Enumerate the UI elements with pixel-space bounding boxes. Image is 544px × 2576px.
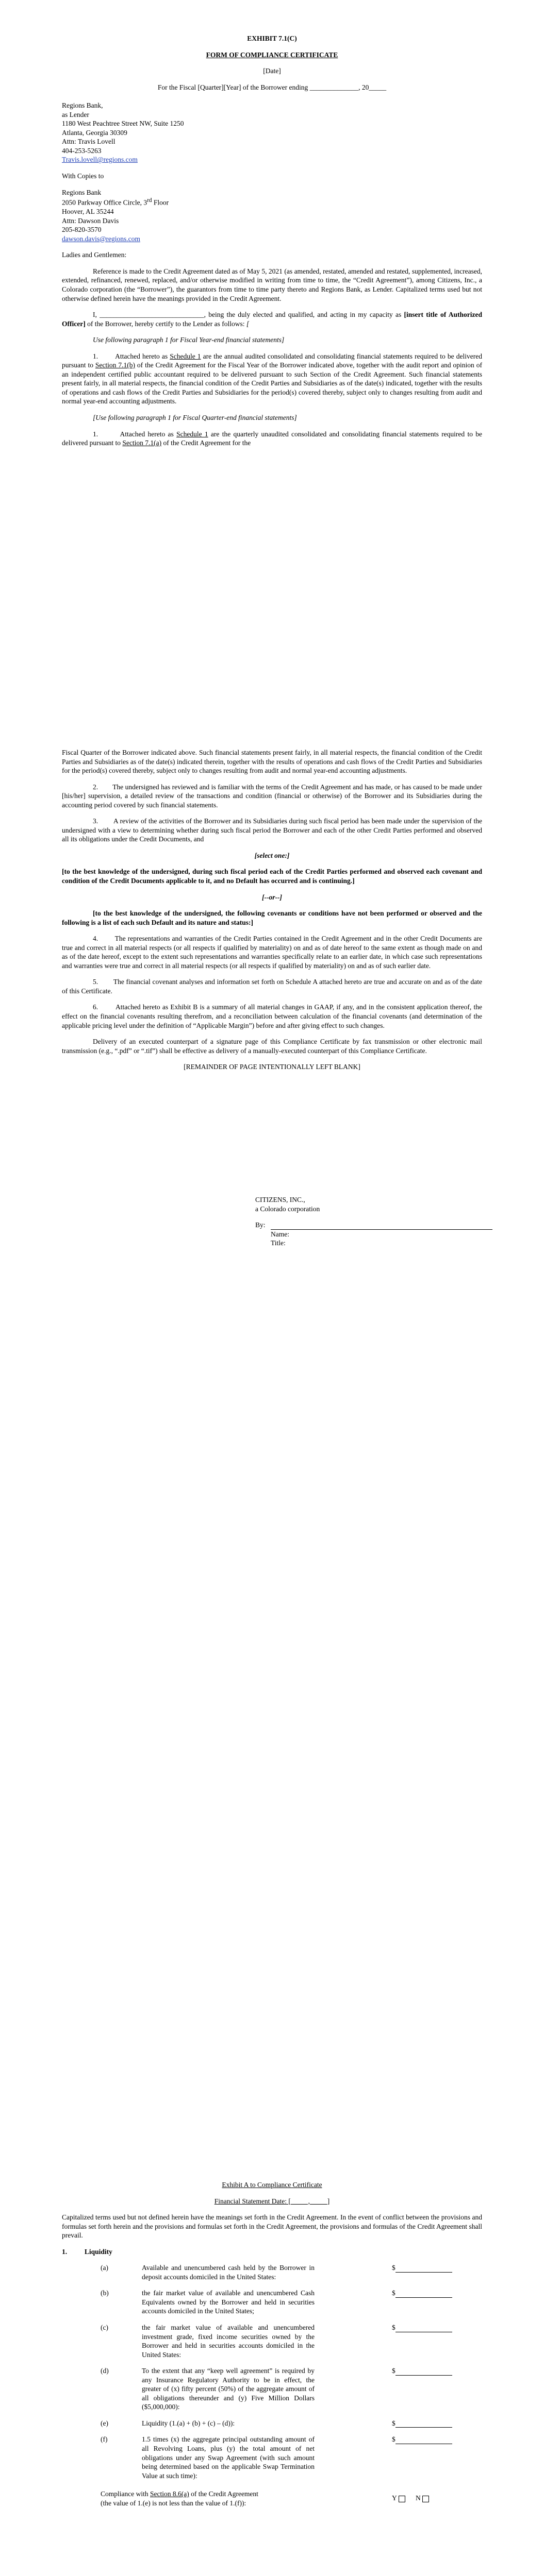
- amount-field[interactable]: $: [392, 2435, 452, 2444]
- exhibit-a-intro: Capitalized terms used but not defined herein have the meanings set forth in the Credit Agreement. In the event of conflict between the provisions and formulas set forth herein and the provisions and formulas set forth in the Credit Agreement, the provisions and formulas of the Credit Agreement shall prevail.: [62, 2213, 482, 2240]
- fiscal-year-paragraph: 1. Attached hereto as Schedule 1 are the annual audited consolidated and consolidating financial statements required to be delivered pursuant to Section 7.1(b) of the Credit Agreement for the Fiscal Year of the Borrower indicated above, together with the audit report and opinion of an independent certified public accountant required to be delivered pursuant to such Section of the Credit Agreement. Such financial statements present fairly, in all material respects, the financial condition of the Credit Parties and Subsidiaries as of the date(s) indicated, together with the results of operations and cash flows of the Credit Parties and Subsidiaries for the period(s) covered thereby, subject only to changes resulting from audit and normal year-end accounting adjustments.: [62, 352, 482, 405]
- signatory-entity: CITIZENS, INC.,: [255, 1196, 305, 1204]
- liquidity-item-d: (d) To the extent that any “keep well agreement” is required by any Insurance Regulatory Authority to be in effect, the greater of (x) fifty percent (50%) of the aggregate amount of all obligations thereunder and (y) Five Million Dollars ($5,000,000): $: [62, 2366, 482, 2412]
- fiscal-quarter-instruction: [Use following paragraph 1 for Fiscal Quarter-end financial statements]: [93, 414, 297, 421]
- paragraph-6: 6. Attached hereto as Exhibit B is a summary of all material changes in GAAP, if any, and in the consistent application thereof, the effect on the financial covenants resulting therefrom, and a reconciliation between calculation of the financial covenants (and determination of the applicable pricing level under the definition of “Applicable Margin”) before and after giving effect to such changes.: [62, 1003, 483, 1029]
- liquidity-item-e: (e) Liquidity (1.(a) + (b) + (c) – (d)): $: [62, 2419, 482, 2428]
- copies-email-link[interactable]: dawson.davis@regions.com: [62, 234, 140, 243]
- address-line: 1180 West Peachtree Street NW, Suite 1250: [62, 120, 184, 128]
- salutation: Ladies and Gentlemen:: [62, 251, 127, 259]
- exhibit-a-title: Exhibit A to Compliance Certificate: [222, 2181, 322, 2189]
- address-line: Regions Bank: [62, 188, 102, 196]
- yes-checkbox[interactable]: [399, 2496, 405, 2502]
- page-1-body-continued: [62, 748, 482, 1072]
- exhibit-heading: EXHIBIT 7.1(C): [247, 35, 297, 42]
- yes-option[interactable]: Y: [392, 2494, 405, 2502]
- compliance-yes-no: [392, 2494, 429, 2503]
- paragraph-5: 5. The financial covenant analyses and information set forth on Schedule A attached hereto are true and accurate on and as of the date of this Certificate.: [62, 978, 483, 995]
- paragraph-4: 4. The representations and warranties of the Credit Parties contained in the Credit Agreement and in the other Credit Documents are true and correct in all material respects (or all respects if qualified by materiality) on and as of date hereof to the same extent as though made on and as of the date hereof, except to the extent such representations and warranties specifically relate to an earlier date, in which case such representations and warranties were true and correct in all material respects (or all respects if qualified by materiality) on and as of such earlier date.: [62, 935, 482, 970]
- option-no-default: [to the best knowledge of the undersigned, during such fiscal period each of the Credit Parties performed and observed each covenant and condition of the Credit Documents applicable to it, and no Default has occurred and is continuing.]: [62, 868, 482, 885]
- signatory-title-label: Title:: [271, 1239, 286, 1247]
- address-line: Regions Bank,: [62, 101, 103, 110]
- intro-paragraph: Reference is made to the Credit Agreement dated as of May 5, 2021 (as amended, restated, amended and restated, supplemented, increased, extended, refinanced, renewed, replaced, and/or otherwise modified in writing from time to time, the “Credit Agreement”), among Citizens, Inc., a Colorado corporation (the “Borrower”), the guarantors from time to time party thereto and Regions Bank, as Lender. Capitalized terms used but not otherwise defined herein have the meanings provided in the Credit Agreement.: [62, 267, 482, 302]
- paragraph-3: 3. A review of the activities of the Borrower and its Subsidiaries during such fiscal period has been made under the supervision of the undersigned with a view to determining whether during such fiscal period the Borrower and each of the other Credit Parties performed and observed all its obligations under the Credit Documents, and: [62, 817, 482, 843]
- remainder-blank-notice: [REMAINDER OF PAGE INTENTIONALLY LEFT BLANK]: [184, 1063, 360, 1071]
- amount-field[interactable]: $: [392, 2366, 452, 2376]
- liquidity-item-c: (c) the fair market value of available and unencumbered investment grade, fixed income securities owned by the Borrower and held in securities accounts domiciled in the United States: $: [62, 2323, 482, 2359]
- lender-address-block: [62, 101, 482, 164]
- address-line: Attn: Travis Lovell: [62, 138, 116, 146]
- page-1-body: [62, 34, 482, 448]
- fiscal-quarter-continued: Fiscal Quarter of the Borrower indicated above. Such financial statements present fairly, in all material respects, the financial condition of the Credit Parties and Subsidiaries as of the date(s) indicated therein, together with the results of operations and cash flows of the Credit Parties and Subsidiaries for the period(s) covered thereby, subject only to changes resulting from audit and normal year-end accounting adjustments.: [62, 749, 482, 775]
- certificate-page-2: [0, 1406, 544, 2576]
- fiscal-quarter-paragraph: 1. Attached hereto as Schedule 1 are the quarterly unaudited consolidated and consolidating financial statements required to be delivered pursuant to Section 7.1(a) of the Credit Agreement for the: [62, 430, 482, 447]
- signatory-name-label: Name:: [271, 1230, 289, 1238]
- liquidity-section-heading: 1. Liquidity: [62, 2247, 112, 2256]
- lender-email-link[interactable]: Travis.lovell@regions.com: [62, 156, 138, 164]
- address-line: 2050 Parkway Office Circle, 3rd Floor: [62, 197, 169, 207]
- compliance-statement: Compliance with Section 8.6(a) of the Credit Agreement (the value of 1.(e) is not less than the value of 1.(f)):: [101, 2490, 258, 2507]
- officer-paragraph: I, ______________________________, being the duly elected and qualified, and acting in my capacity as [insert title of Authorized Officer] of the Borrower, hereby certify to the Lender as follows: [: [62, 311, 483, 328]
- address-line: Attn: Dawson Davis: [62, 216, 119, 225]
- address-line: 404-253-5263: [62, 146, 102, 155]
- liquidity-item-f: (f) 1.5 times (x) the aggregate principal outstanding amount of all Revolving Loans, plus (y) the total amount of net obligations under any Swap Agreement (with such amount being determined based on the applicable Swap Termination Value at such time): $: [62, 2435, 482, 2480]
- no-checkbox[interactable]: [422, 2496, 429, 2502]
- financial-statement-date[interactable]: Financial Statement Date: [ , ]: [214, 2197, 330, 2205]
- paragraph-2: 2. The undersigned has reviewed and is familiar with the terms of the Credit Agreement and has made, or has caused to be made under [his/her] supervision, a detailed review of the transactions and condition (financial or otherwise) of the Borrower and its Subsidiaries during the accounting period covered by such financial statements.: [62, 783, 482, 809]
- signatory-description: a Colorado corporation: [255, 1205, 320, 1213]
- delivery-paragraph: Delivery of an executed counterpart of a signature page of this Compliance Certificate by fax transmission or other electronic mail transmission (e.g., “.pdf” or “.tif”) shall be effective as delivery of a manually-executed counterpart of this Compliance Certificate.: [62, 1038, 482, 1055]
- amount-field[interactable]: $: [392, 2323, 452, 2332]
- amount-field[interactable]: $: [392, 2289, 452, 2298]
- fiscal-year-instruction: Use following paragraph 1 for Fiscal Year-end financial statements]: [93, 336, 285, 344]
- address-line: Hoover, AL 35244: [62, 208, 114, 216]
- fiscal-period-line: For the Fiscal [Quarter][Year] of the Borrower ending ______________, 20_____: [157, 83, 387, 91]
- or-separator: [--or--]: [262, 893, 282, 901]
- compliance-check-row: [62, 2489, 482, 2507]
- select-one-label: [select one:]: [254, 851, 290, 859]
- address-line: as Lender: [62, 110, 89, 118]
- liquidity-item-b: (b) the fair market value of available and unencumbered Cash Equivalents owned by the Borrower and held in securities accounts domiciled in the United States; $: [62, 2289, 482, 2316]
- no-option[interactable]: N: [416, 2494, 429, 2502]
- liquidity-item-a: (a) Available and unencumbered cash held by the Borrower in deposit accounts domiciled in the United States: $: [62, 2263, 482, 2281]
- amount-field[interactable]: $: [392, 2419, 452, 2428]
- signature-block: [255, 1195, 503, 1248]
- exhibit-a-body: [62, 2180, 482, 2507]
- copies-address-block: [62, 188, 482, 244]
- amount-field[interactable]: $: [392, 2263, 452, 2273]
- date-placeholder: [Date]: [263, 67, 281, 75]
- signature-line[interactable]: By:: [255, 1221, 503, 1230]
- address-line: Atlanta, Georgia 30309: [62, 128, 127, 137]
- document-title: FORM OF COMPLIANCE CERTIFICATE: [206, 50, 338, 59]
- option-default-list: [to the best knowledge of the undersigned, the following covenants or conditions have not been performed or observed and the following is a list of each such Default and its nature and status:]: [62, 909, 482, 926]
- copies-label: With Copies to: [62, 172, 104, 180]
- address-line: 205-820-3570: [62, 226, 102, 234]
